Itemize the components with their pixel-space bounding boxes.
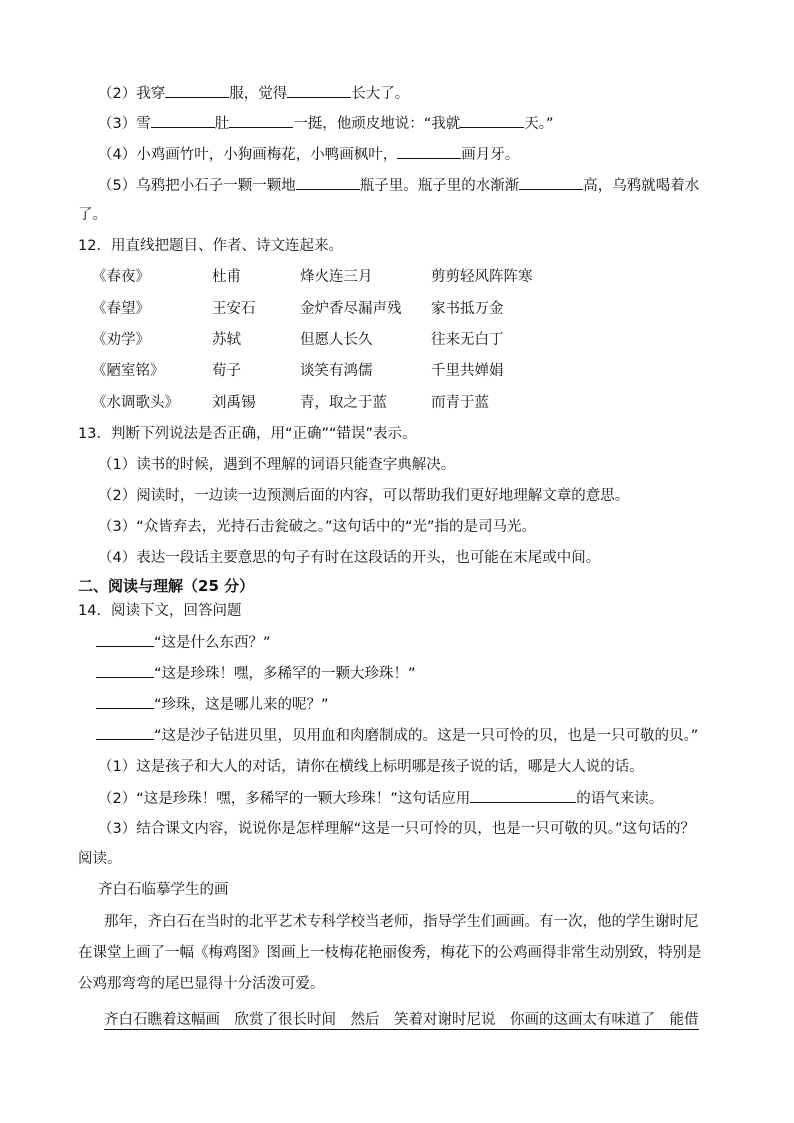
speaker-blank[interactable] (96, 632, 154, 647)
section-title: 二、阅读与理解（25 分） (78, 577, 255, 595)
answer-blank[interactable] (397, 144, 461, 159)
passage-paragraph-line: 在课堂上画了一幅《梅鸡图》图画上一枝梅花艳丽俊秀，梅花下的公鸡画得非常生动别致，特别是 (78, 945, 702, 961)
q11-item-5 (98, 175, 699, 196)
q14-sub2 (98, 788, 663, 809)
q12-poem-title[interactable]: 《陋室铭》 (92, 363, 165, 379)
q11-item-3 (98, 113, 554, 134)
q14-dialog-line (96, 632, 271, 653)
q12-verse-a[interactable]: 烽火连三月 (300, 269, 373, 285)
q13-item: （3）“众皆弃去，光持石击瓮破之。”这句话中的“光”指的是司马光。 (98, 519, 537, 535)
q12-author[interactable]: 苏轼 (212, 332, 241, 348)
q12-poem-title[interactable]: 《春望》 (92, 301, 150, 317)
q12-poem-title[interactable]: 《水调歌头》 (92, 395, 179, 411)
q14-dialog-line (96, 663, 416, 684)
q12-verse-a[interactable]: 金炉香尽漏声残 (300, 301, 402, 317)
q11-item-5-text-c: 高，乌鸦就喝着水 (583, 178, 700, 194)
q14-title: 14．阅读下文，回答问题 (78, 603, 242, 619)
speaker-blank[interactable] (96, 694, 154, 709)
answer-blank[interactable] (287, 83, 351, 98)
q12-verse-b[interactable]: 家书抵万金 (431, 301, 504, 317)
answer-blank[interactable] (151, 113, 215, 128)
q12-author[interactable]: 王安石 (212, 301, 256, 317)
speaker-blank[interactable] (96, 725, 154, 740)
answer-blank[interactable] (165, 83, 229, 98)
q13-item: （2）阅读时，一边读一边预测后面的内容，可以帮助我们更好地理解文章的意思。 (98, 488, 630, 504)
q12-poem-title[interactable]: 《春夜》 (92, 269, 150, 285)
q11-item-5-continuation: 了。 (78, 207, 107, 223)
q14-sub1: （1）这是孩子和大人的对话，请你在横线上标明哪是孩子说的话，哪是大人说的话。 (98, 759, 644, 775)
q12-author[interactable]: 荀子 (212, 363, 241, 379)
underlined-text: 齐白石瞧着这幅画 欣赏了很长时间 然后 笑着对谢时尼说 你画的这画太有味道了 能借 (104, 1012, 699, 1028)
q12-verse-b[interactable]: 剪剪轻风阵阵寒 (431, 269, 533, 285)
answer-blank[interactable] (519, 175, 583, 190)
q12-verse-a[interactable]: 谈笑有鸿儒 (300, 363, 373, 379)
q13-title: 13．判断下列说法是否正确，用“正确”“错误”表示。 (78, 426, 417, 442)
q14-sub2-text-a: （2）“这是珍珠！嘿，多稀罕的一颗大珍珠！”这句话应用 (98, 791, 471, 807)
q11-item-2-text-b: 服，觉得 (229, 86, 288, 102)
dialog-text: “这是什么东西？” (154, 635, 271, 651)
q11-item-4-text-a: （4）小鸡画竹叶，小狗画梅花，小鸭画枫叶， (98, 147, 398, 163)
q11-item-4-text-b: 画月牙。 (461, 147, 520, 163)
q11-item-5-text-a: （5）乌鸦把小石子一颗一颗地 (98, 178, 296, 194)
q12-verse-b[interactable]: 往来无白丁 (431, 332, 504, 348)
q12-author[interactable]: 杜甫 (212, 269, 241, 285)
q13-item: （4）表达一段话主要意思的句子有时在这段话的开头，也可能在末尾或中间。 (98, 550, 601, 566)
q12-poem-title[interactable]: 《劝学》 (92, 332, 150, 348)
q12-author[interactable]: 刘禹锡 (212, 395, 256, 411)
q12-verse-b[interactable]: 而青于蓝 (431, 395, 489, 411)
q14-dialog-line (96, 725, 698, 746)
answer-blank[interactable] (460, 113, 524, 128)
passage-title: 齐白石临摹学生的画 (98, 882, 229, 898)
q12-title: 12．用直线把题目、作者、诗文连起来。 (78, 238, 343, 254)
dialog-text: “这是沙子钻进贝里，贝用血和肉磨制成的。这是一只可怜的贝，也是一只可敬的贝。” (154, 728, 699, 744)
answer-blank[interactable] (470, 788, 576, 803)
passage-underlined-line (104, 1010, 699, 1030)
q14-sub3: （3）结合课文内容，说说你是怎样理解“这是一只可怜的贝，也是一只可敬的贝。”这句话的？ (98, 821, 695, 837)
reading-label: 阅读。 (78, 851, 122, 867)
speaker-blank[interactable] (96, 663, 154, 678)
dialog-text: “珍珠，这是哪儿来的呢？” (154, 697, 329, 713)
q12-verse-a[interactable]: 但愿人长久 (300, 332, 373, 348)
q11-item-2 (98, 83, 409, 104)
q13-item: （1）读书的时候，遇到不理解的词语只能查字典解决。 (98, 457, 456, 473)
q11-item-3-text-b: 肚 (214, 116, 230, 132)
answer-blank[interactable] (296, 175, 360, 190)
q12-verse-b[interactable]: 千里共婵娟 (431, 363, 504, 379)
q11-item-3-text-a: （3）雪 (98, 116, 151, 132)
q11-item-4 (98, 144, 519, 165)
q14-sub2-text-b: 的语气来读。 (576, 791, 664, 807)
q11-item-2-text-c: 长大了。 (351, 86, 410, 102)
q11-item-5-text-b: 瓶子里。瓶子里的水渐渐 (359, 178, 520, 194)
q11-item-3-text-c: 一挺，他顽皮地说：“我就 (293, 116, 461, 132)
q12-verse-a[interactable]: 青，取之于蓝 (300, 395, 387, 411)
dialog-text: “这是珍珠！嘿，多稀罕的一颗大珍珠！” (154, 666, 416, 682)
q14-dialog-line (96, 694, 329, 715)
answer-blank[interactable] (229, 113, 293, 128)
passage-paragraph-line: 公鸡那弯弯的尾巴显得十分活泼可爱。 (78, 976, 325, 992)
passage-paragraph-line: 那年，齐白石在当时的北平艺术专科学校当老师，指导学生们画画。有一次，他的学生谢时尼 (104, 914, 699, 930)
q11-item-3-text-d: 天。” (524, 116, 554, 132)
q11-item-2-text-a: （2）我穿 (98, 86, 166, 102)
